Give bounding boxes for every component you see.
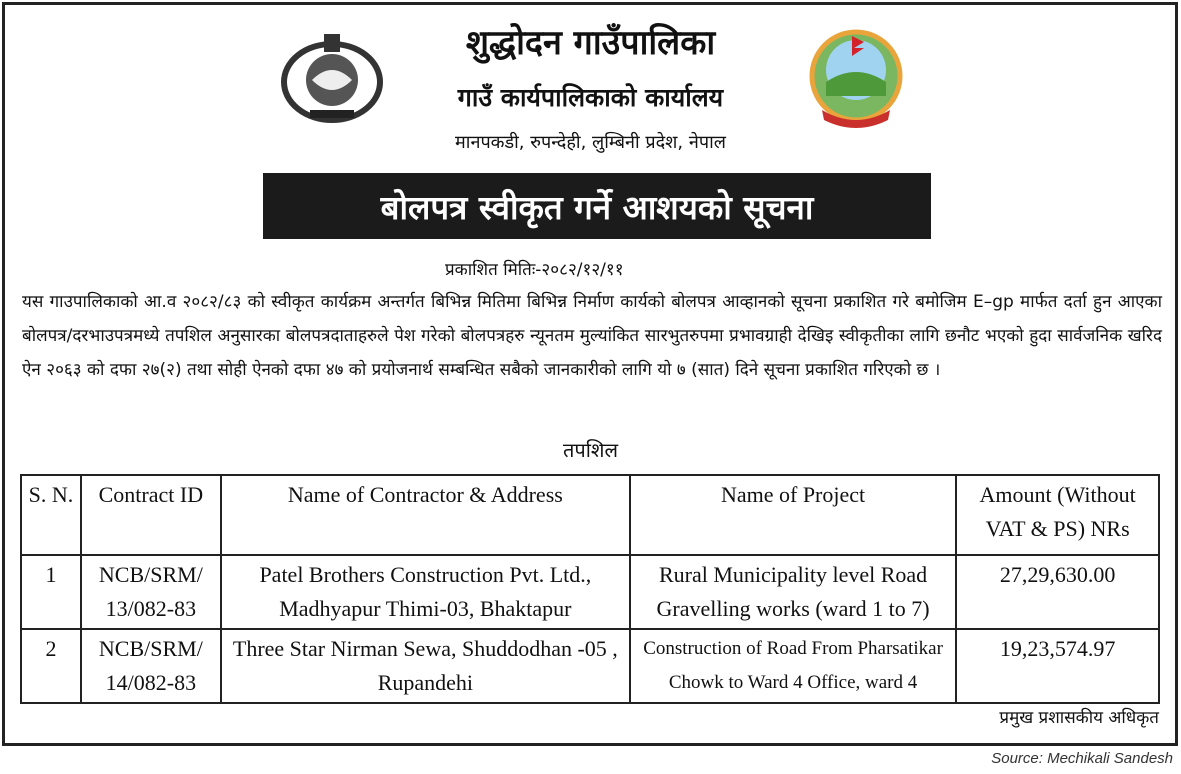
cell-contractor: Patel Brothers Construction Pvt. Ltd., Madhyapur Thimi-03, Bhaktapur — [221, 555, 630, 629]
office-subtitle: गाउँ कार्यपालिकाको कार्यालय — [457, 83, 724, 112]
header-sn: S. N. — [21, 475, 81, 555]
cell-contract-id: NCB/SRM/ 14/082-83 — [81, 629, 221, 703]
notice-heading: बोलपत्र स्वीकृत गर्ने आशयको सूचना — [263, 173, 931, 239]
office-address: मानपकडी, रुपन्देही, लुम्बिनी प्रदेश, नेपाल — [455, 132, 726, 153]
cell-sn: 1 — [21, 555, 81, 629]
signatory-title: प्रमुख प्रशासकीय अधिकृत — [999, 708, 1159, 728]
header-contractor: Name of Contractor & Address — [221, 475, 630, 555]
contracts-table — [20, 474, 1160, 704]
header-project: Name of Project — [630, 475, 956, 555]
table-header-row — [21, 475, 1159, 555]
table-row — [21, 555, 1159, 629]
cell-project: Construction of Road From Pharsatikar Chowk to Ward 4 Office, ward 4 — [630, 629, 956, 703]
cell-contractor: Three Star Nirman Sewa, Shuddodhan -05 , Rupandehi — [221, 629, 630, 703]
details-heading: तपशिल — [562, 438, 619, 462]
cell-amount: 27,29,630.00 — [956, 555, 1159, 629]
table-row — [21, 629, 1159, 703]
header-contract-id: Contract ID — [81, 475, 221, 555]
source-credit: Source: Mechikali Sandesh — [991, 750, 1173, 767]
published-date: प्रकाशित मितिः-२०८२/१२/११ — [445, 260, 624, 280]
cell-contract-id: NCB/SRM/ 13/082-83 — [81, 555, 221, 629]
notice-body: यस गाउपालिकाको आ.व २०८२/८३ को स्वीकृत कार्यक्रम अन्तर्गत बिभिन्न मितिमा बिभिन्न निर्माण कार्यको बोलपत्र आव्हानको सूचना प्रकाशित गरे बमोजिम E–gp मार्फत दर्ता हुन आएका बोलपत्र/दरभाउपत्रमध्ये तपशिल अनुसारका बोलपत्रदाताहरुले पेश गरेको बोलपत्रहरु न्यूनतम मुल्यांकित सारभुतरुपमा प्रभावग्राही देखिइ स्वीकृतीका लागि छनौट भएको हुदा सार्वजनिक खरिद ऐन २०६३ को दफा २७(२) तथा सोही ऐनको दफा ४७ को प्रयोजनार्थ सम्बन्धित सबैको जानकारीको लागि यो ७ (सात) दिने सूचना प्रकाशित गरिएको छ । — [22, 292, 1162, 380]
cell-project: Rural Municipality level Road Gravelling works (ward 1 to 7) — [630, 555, 956, 629]
cell-amount: 19,23,574.97 — [956, 629, 1159, 703]
cell-sn: 2 — [21, 629, 81, 703]
municipality-title: शुद्धोदन गाउँपालिका — [465, 23, 716, 63]
header-amount: Amount (Without VAT & PS) NRs — [956, 475, 1159, 555]
